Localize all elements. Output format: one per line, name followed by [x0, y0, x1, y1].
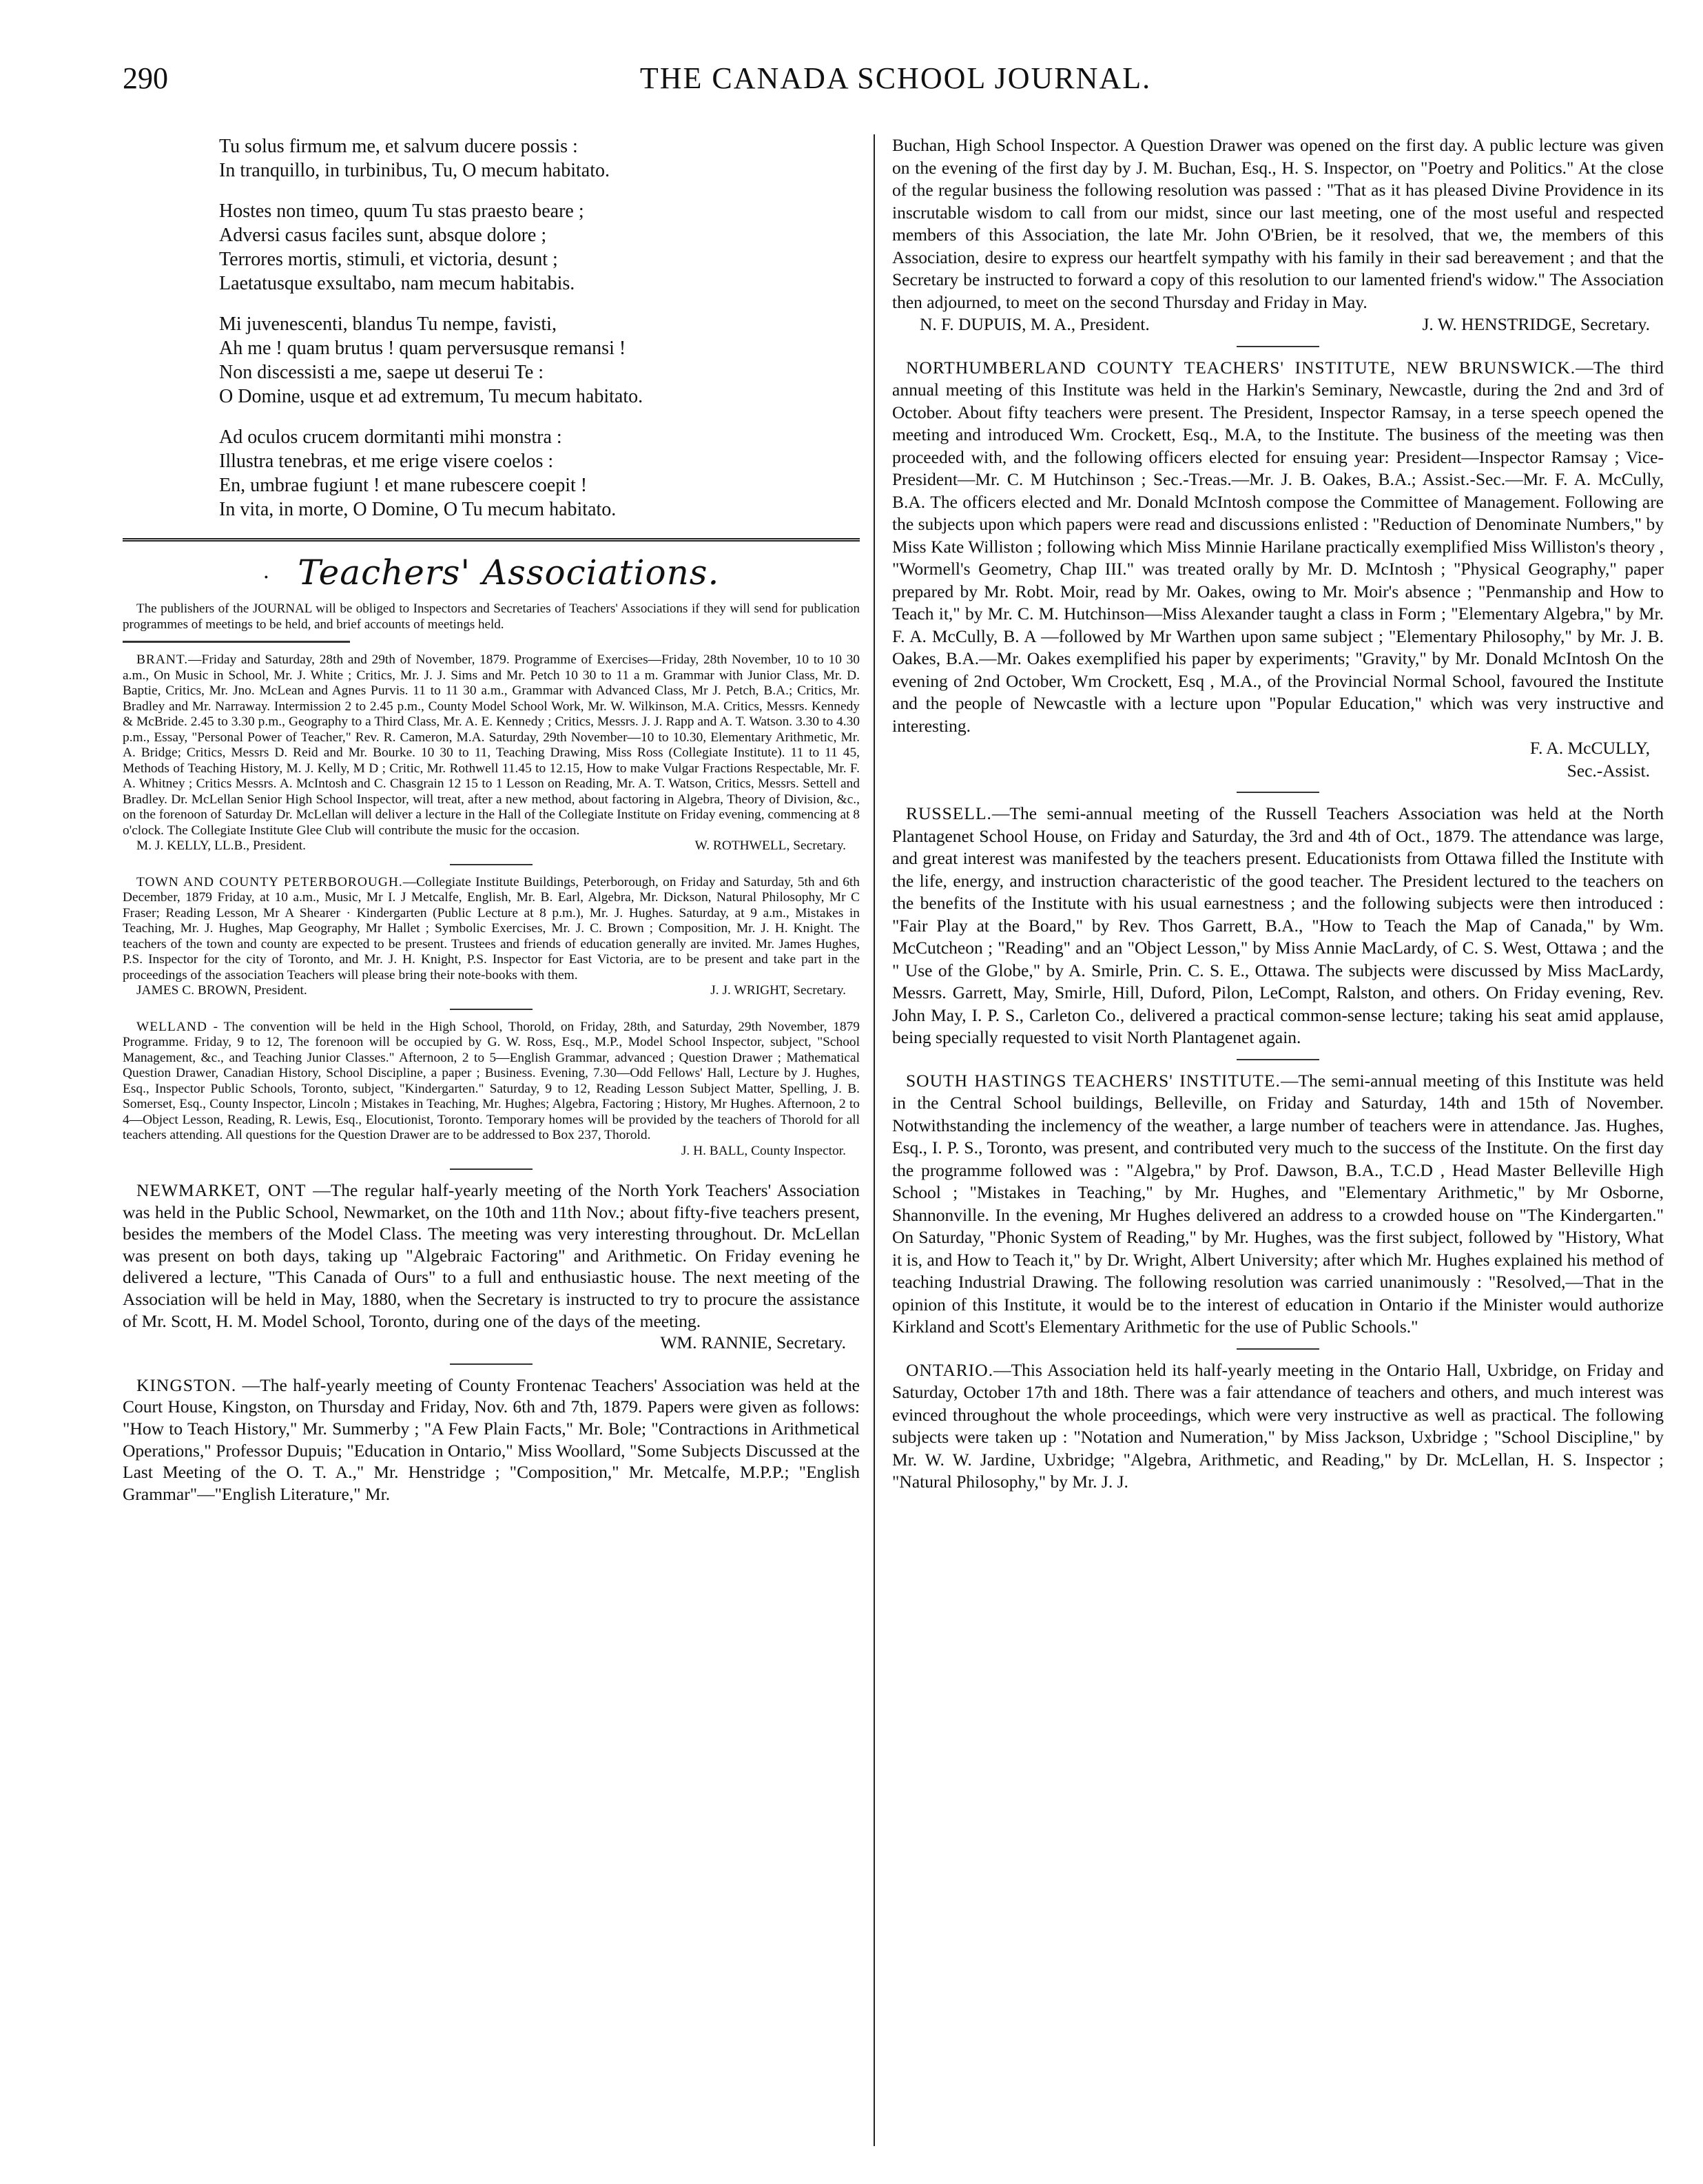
signature-line	[892, 313, 1664, 336]
president-signature: JAMES C. BROWN, President.	[136, 983, 307, 998]
report-welland	[123, 1020, 860, 1160]
secretary-signature: J. J. WRIGHT, Secretary.	[710, 983, 846, 998]
latin-poem	[219, 134, 860, 522]
report-lead: SOUTH HASTINGS TEACHERS' INSTITUTE.	[906, 1070, 1281, 1091]
section-heading	[123, 553, 860, 593]
report-text: —Collegiate Institute Buildings, Peterborough, on Friday and Saturday, 5th and 6th December, 1879 Friday, at 10 a.m., Music, Mr I. J Metcalfe, English, Mr. B. Earl, Algebra, Mr. Dickson, Natural Philosophy, Mr C Fraser; Reading Lesson, Mr A Shearer · Kindergarten (Public Lecture at 8 p.m.), Mr. J. Hughes. Saturday, at 9 a.m., Mistakes in Teaching, Mr. J. Hughes, Map Geography, Mr Hallet ; Symbolic Exercises, Mr. J. C. Brown ; Composition, Mr. J. H. Knight. The teachers of the town and county are expected to be present. Trustees and friends of education generally are invited. Mr. James Hughes, P.S. Inspector for the city of Toronto, and Mr. J. H. Knight, P.S. Inspector for East Victoria, are to be present and take part in the proceedings of the association Teachers will please bring their note-books with them.	[123, 874, 860, 982]
heading-ornament: ·	[262, 566, 271, 590]
secretary-signature: J. W. HENSTRIDGE, Secretary.	[1422, 314, 1650, 334]
report-separator	[450, 1363, 533, 1365]
report-text: —The half-yearly meeting of County Frontenac Teachers' Association was held at the Court House, Kingston, on Thursday and Friday, Nov. 6th and 7th, 1879. Papers were given as follows: "How to Teach History," Mr. Summerby ; "A Few Plain Facts," Mr. Bole; "Contractions in Arithmetical Operations," Professor Dupuis; "Education in Ontario," Miss Woollard, "Some Subjects Discussed at the Last Meeting of the O. T. A.," Mr. Henstridge ; "Composition," Mr. Metcalfe, M.P.P.; "English Grammar"—"English Literature," Mr.	[123, 1374, 860, 1504]
secretary-title: Sec.-Assist.	[1567, 760, 1650, 781]
report-text: —The third annual meeting of this Institute was held in the Harkin's Seminary, Newcastle, during the 2nd and 3rd of October. About fifty teachers were present. The President, Inspector Ramsay, in a terse speech opened the meeting and introduced Wm. Crockett, Esq., M.A, to the Institute. The business of the meeting was then proceeded with, and the following officers elected for ensuing year: President—Inspector Ramsay ; Vice-President—Mr. C. M Hutchinson ; Sec.-Treas.—Mr. J. B. Oakes, B.A.; Assist.-Sec.—Mr. F. A. McCully, B.A. The officers elected and Mr. Donald McIntosh compose the Committee of Management. Following are the subjects upon which papers were read and discussions enlisted : "Reduction of Denominate Numbers," by Miss Kate Williston ; following which Miss Minnie Harilane practically exemplified Miss Williston's theory , "Wormell's Geometry, Chap III." was treated orally by Mr. D. McIntosh ; "Physical Geography," paper prepared by Mr. Robt. Moir, read by Mr. Oakes, owing to Mr. Moir's absence ; "Penmanship and How to Teach it," by Mr. C. M. Hutchinson—Miss Alexander taught a class in Form ; "Elementary Algebra," by Mr. F. A. McCully, B. A —followed by Mr Warthen upon same subject ; "Elementary Philosophy," by Mr. J. B. Oakes, B.A.—Mr. Oakes exemplified his paper by experiments; "Gravity," by Mr. Donald McIntosh On the evening of 2nd October, Wm Crockett, Esq , M.A., of the Provincial Normal School, favoured the Institute and the people of Newcastle with a lecture upon "Popular Education," which was very instructive and interesting.	[892, 357, 1664, 736]
journal-page	[103, 55, 1688, 2150]
report-text: —The semi-annual meeting of the Russell Teachers Association was held at the North Plantagenet School House, on Friday and Saturday, the 3rd and 4th of Oct., 1879. The attendance was large, and great interest was manifested by the teachers present. Educationists from Ottawa filled the Institute with the life, energy, and instruction characteristic of the good teacher. The President lectured to the teachers on the benefits of the Institute with his usual earnestness ; and the following subjects were then introduced : "Fair Play at the Board," by Rev. Thos Garrett, B.A., "How to Teach the Map of Canada," by Wm. McCutcheon ; "Reading" and an "Object Lesson," by Miss Annie MacLardy, of C. S. West, Ottawa ; and the " Use of the Globe," by A. Smirle, Prin. C. S. E., Ottawa. The subjects were discussed by Miss MacLardy, Messrs. Garrett, May, Smirle, Hill, Duford, Pilon, LeCompt, Ralston, and others. On Friday evening, Rev. John May, I. P. S., Carleton Co., delivered a practical common-sense lecture; taking his seat amid applause, being specially requested to visit North Plantagenet again.	[892, 803, 1664, 1047]
report-text: —This Association held its half-yearly meeting in the Ontario Hall, Uxbridge, on Friday and Saturday, October 17th and 18th. There was a fair attendance of teachers and others, and much interest was evinced throughout the whole proceedings, which were very instructive as well as practical. The following subjects were taken up : "Notation and Numeration," by Miss Jackson, Uxbridge ; "School Discipline," by Mr. W. W. Jardine, Uxbridge; "Algebra, Arithmetic, and Reading," by Dr. McLellan, H. S. Inspector ; "Natural Philosophy," by Mr. J. J.	[892, 1359, 1664, 1492]
poem-line: Mi juvenescenti, blandus Tu nempe, favisti,	[219, 313, 557, 335]
poem-line: Laetatusque exsultabo, nam mecum habitabis.	[219, 273, 575, 294]
section-rule	[123, 538, 860, 542]
report-brant	[123, 652, 860, 854]
report-northumberland	[892, 357, 1664, 783]
secretary-signature: W. ROTHWELL, Secretary.	[694, 838, 846, 853]
report-text: Buchan, High School Inspector. A Question Drawer was opened on the first day. A public lecture was given on the evening of the first day by J. M. Buchan, Esq., H. S. Inspector, on "Poetry and Politics." At the close of the regular business the following resolution was passed : "That as it has pleased Divine Providence in its inscrutable wisdom to call from our midst, since our last meeting, one of the most useful and respected members of this Association, the late Mr. John O'Brien, be it resolved, that we, the members of this Association, desire to express our heartfelt sympathy with his family in their sad bereavement ; and that the Secretary be instructed to forward a copy of this resolution to our lamented friend's widow." The Association then adjourned, to meet on the second Thursday and Friday in May.	[892, 135, 1664, 312]
report-lead: ONTARIO.	[906, 1359, 994, 1380]
report-text: —The semi-annual meeting of this Institute was held in the Central School buildings, Belleville, on Friday and Saturday, 14th and 15th of November. Notwithstanding the inclemency of the weather, a large number of teachers were in attendance. Jas. Hughes, Esq., I. P. S., Toronto, was present, and contributed very much to the success of the Institute. On the first day the programme followed was : "Algebra," by Prof. Dawson, B.A., T.C.D , Head Master Belleville High School ; "Mistakes in Teaching," by Mr. Hughes, and "Elementary Arithmetic," by Mr Osborne, Shannonville. In the evening, Mr Hughes delivered an address to a crowded house on "The Kindergarten." On Saturday, "Phonic System of Reading," by Mr. Hughes, was the first subject, followed by "History, What it is, and How to Teach it," by Dr. Wright, Albert University; after which Mr. Hughes explained his method of teaching Industrial Drawing. The following resolution was carried unanimously : "Resolved,—That in the opinion of this Institute, it would be to the interest of education in Ontario if the Minister would authorize Kirkland and Scott's Elementary Arithmetic for the use of Public Schools."	[892, 1070, 1664, 1337]
poem-line: O Domine, usque et ad extremum, Tu mecum habitato.	[219, 386, 643, 407]
report-text: —Friday and Saturday, 28th and 29th of November, 1879. Programme of Exercises—Friday, 28th November, 10 to 10 30 a.m., On Music in School, Mr. J. White ; Critics, Mr. J. J. Sims and Mr. Petch 10 30 to 11 a m. Grammar with Junior Class, Mr. D. Baptie, Critics, Mr. Jno. McLean and Agnes Purvis. 11 to 11 30 a.m., Grammar with Advanced Class, Mr J. Petch, B.A.; Critics, Mr. Bradley and Mr. Narraway. Intermission 2 to 2.45 p.m., County Model School Work, Mr. W. Wilkinson, M.A. Critics, Messrs. Kennedy & McBride. 2.45 to 3.30 p.m., Geography to a Third Class, Mr. A. E. Kennedy ; Critics, Messrs. J. J. Rapp and A. T. Watson. 3.30 to 4.30 p.m., Essay, "Personal Power of Teacher," Rev. R. Cameron, M.A. Saturday, 29th November—10 to 10.30, Elementary Arithmetic, Mr. A. Bridge; Critics, Messrs D. Reid and Mr. Bourke. 10 30 to 11, Teaching Drawing, Miss Ross (Collegiate Institute). 11 to 11 45, Methods of Teaching History, M. J. Kelly, M D ; Critic, Mr. Rothwell 11.45 to 12.15, How to make Vulgar Fractions Respectable, Mr. F. A. Whitney ; Critics Messrs. A. McIntosh and C. Chasgrain 12 15 to 1 Lesson on Reading, Mr. A. T. Watson, Critics, Messrs. Settell and Bradley. Dr. McLellan Senior High School Inspector, will treat, after a new method, about factoring in Algebra, Theory of Division, &c., on the forenoon of Saturday Dr. McLellan will deliver a lecture in the Hall of the Collegiate Institute on Friday evening, commencing at 8 o'clock. The Collegiate Institute Glee Club will contribute the music for the occasion.	[123, 652, 860, 838]
report-lead: WELLAND	[136, 1019, 207, 1034]
poem-line: Ah me ! quam brutus ! quam perversusque remansi !	[219, 338, 626, 359]
report-text: - The convention will be held in the High School, Thorold, on Friday, 28th, and Saturday, 29th November, 1879 Programme. Friday, 9 to 12, The forenoon will be occupied by G. W. Ross, Esq., M.P., Model School Inspector, subject, "School Management, &c., and Teaching Junior Classes." Afternoon, 2 to 5—English Grammar, advanced ; Question Drawer ; Mathematical Question Drawer, Canadian History, School Discipline, a paper ; Business. Evening, 7.30—Odd Fellows' Hall, Lecture by J. Hughes, Esq., Inspector Public Schools, Toronto, subject, "Kindergarten." Saturday, 9 to 12, Reading Lesson Subject Matter, Spelling, J. B. Somerset, Esq., County Inspector, Lincoln ; Mistakes in Teaching, Mr. Hughes; Algebra, Factoring ; History, Mr Hughes. Afternoon, 2 to 4—Object Lesson, Reading, R. Lewis, Esq., Elocutionist, Toronto. Temporary homes will be provided by the teachers of Thorold for all teachers attending. All questions for the Question Drawer are to be addressed to Box 237, Thorold.	[123, 1019, 860, 1142]
poem-line: Adversi casus faciles sunt, absque dolore ;	[219, 225, 547, 246]
report-separator	[1237, 1059, 1319, 1060]
report-separator	[450, 1168, 533, 1170]
report-lead: KINGSTON.	[136, 1374, 237, 1395]
poem-line: Terrores mortis, stimuli, et victoria, desunt ;	[219, 249, 558, 270]
running-title: THE CANADA SCHOOL JOURNAL.	[639, 61, 1152, 95]
signature-line	[123, 1332, 860, 1354]
poem-stanza	[219, 425, 860, 522]
president-signature: N. F. DUPUIS, M. A., President.	[920, 314, 1150, 334]
signature-line	[123, 983, 860, 999]
report-separator	[1237, 346, 1319, 347]
president-signature: M. J. KELLY, LL.B., President.	[136, 838, 306, 853]
poem-line: Non discessisti a me, saepe ut deserui Te :	[219, 362, 544, 383]
report-lead: BRANT.	[136, 652, 189, 667]
report-separator	[450, 864, 533, 865]
poem-line: Illustra tenebras, et me erige visere coelos :	[219, 451, 554, 472]
poem-line: In tranquillo, in turbinibus, Tu, O mecum habitato.	[219, 160, 610, 181]
left-column	[123, 134, 860, 2146]
poem-line: En, umbrae fugiunt ! et mane rubescere coepit !	[219, 475, 588, 496]
section-title: Teachers' Associations.	[298, 553, 720, 593]
report-lead: RUSSELL.	[906, 803, 992, 823]
page-header	[103, 55, 1688, 96]
poem-line: Tu solus firmum me, et salvum ducere possis :	[219, 136, 578, 157]
report-separator	[450, 1009, 533, 1010]
page-number: 290	[123, 61, 168, 95]
report-separator	[1237, 1348, 1319, 1350]
poem-line: Ad oculos crucem dormitanti mihi monstra :	[219, 426, 562, 448]
secretary-signature: WM. RANNIE, Secretary.	[660, 1332, 846, 1353]
poem-line: In vita, in morte, O Domine, O Tu mecum habitato.	[219, 499, 617, 520]
report-ontario	[892, 1359, 1664, 1494]
report-text: —The regular half-yearly meeting of the North York Teachers' Association was held in the Public School, Newmarket, on the 10th and 11th Nov.; about fifty-five teachers present, besides the members of the Model Class. The meeting was very interesting throughout. Dr. McLellan was present on both days, taking up "Algebraic Factoring" and Arithmetic. On Friday evening he delivered a lecture, "This Canada of Ours" to a full and enthusiastic house. The next meeting of the Association will be held in May, 1880, when the Secretary is instructed to try to procure the assistance of Mr. Scott, H. M. Model School, Toronto, during one of the days of the meeting.	[123, 1180, 860, 1331]
report-kingston-continued	[892, 134, 1664, 336]
secretary-signature: F. A. McCULLY,	[1529, 738, 1650, 758]
publishers-notice: The publishers of the JOURNAL will be obliged to Inspectors and Secretaries of Teachers' Associations if they will send for publication programmes of meetings to be held, and brief accounts of meetings held.	[123, 601, 860, 632]
report-russell	[892, 803, 1664, 1049]
poem-line: Hostes non timeo, quum Tu stas praesto beare ;	[219, 200, 584, 222]
inspector-signature: J. H. BALL, County Inspector.	[681, 1143, 846, 1158]
report-lead: TOWN AND COUNTY PETERBOROUGH.	[136, 874, 403, 889]
poem-stanza	[219, 312, 860, 409]
report-kingston	[123, 1374, 860, 1505]
report-peterborough	[123, 875, 860, 999]
signature-line-2	[892, 760, 1664, 783]
signature-line	[123, 838, 860, 854]
report-separator	[1237, 792, 1319, 793]
column-divider	[874, 134, 875, 2146]
report-newmarket	[123, 1179, 860, 1354]
report-south-hastings	[892, 1070, 1664, 1339]
right-column	[892, 134, 1664, 2146]
report-lead: NORTHUMBERLAND COUNTY TEACHERS' INSTITUTE, NEW BRUNSWICK.	[906, 357, 1576, 378]
signature-line	[123, 1144, 860, 1160]
poem-stanza	[219, 199, 860, 296]
report-lead: NEWMARKET, ONT	[136, 1180, 307, 1200]
notice-rule	[123, 641, 350, 643]
poem-stanza	[219, 134, 860, 183]
signature-line	[892, 737, 1664, 760]
